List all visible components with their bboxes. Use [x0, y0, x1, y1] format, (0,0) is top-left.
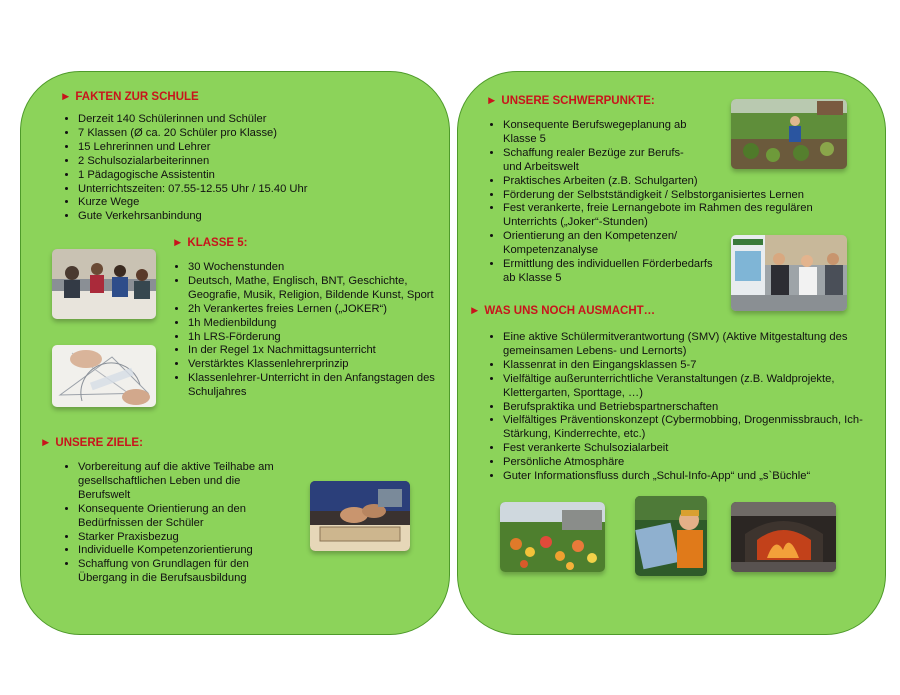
- list-item: • 1h Medienbildung: [188, 317, 450, 331]
- heading-fakten: ► FAKTEN ZUR SCHULE: [60, 91, 199, 103]
- ausmacht-list: [481, 331, 888, 484]
- list-item: • Gute Verkehrsanbindung: [78, 210, 378, 224]
- list-item: • Vorbereitung auf die aktive Teilhabe am gesellschaftlichen Leben und die Berufswelt: [78, 461, 294, 503]
- list-item: • Individuelle Kompetenzorientierung: [78, 544, 294, 558]
- list-item: • Verstärktes Klassenlehrerprinzip: [188, 358, 450, 372]
- list-item: • Eine aktive Schülermitverantwortung (SMV) (Aktive Mitgestaltung des gemeinsamen Lebens- und Lernorts): [503, 331, 888, 359]
- heading-ausmacht: ► WAS UNS NOCH AUSMACHT…: [469, 305, 656, 317]
- photo-wood-oven: [731, 502, 836, 572]
- list-item: • Förderung der Selbstständigkeit / Selbstorganisiertes Lernen: [503, 189, 868, 203]
- photo-geometry-drawing: [52, 345, 156, 407]
- photo-school-garden: [731, 99, 847, 169]
- list-item: • 1 Pädagogische Assistentin: [78, 169, 378, 183]
- list-item: • Vielfältiges Präventionskonzept (Cybermobbing, Drogenmissbrauch, Ich-Stärkung, Kinderrechte, etc.): [503, 414, 888, 442]
- triangle-marker-icon: ►: [469, 305, 481, 317]
- list-item: • Persönliche Atmosphäre: [503, 456, 888, 470]
- list-item: • Derzeit 140 Schülerinnen und Schüler: [78, 113, 378, 127]
- list-item: • Konsequente Berufswegeplanung ab Klasse 5: [503, 119, 699, 147]
- list-item: • 2h Verankertes freies Lernen („JOKER“): [188, 303, 450, 317]
- list-item: • Ermittlung des individuellen Förderbedarfs ab Klasse 5: [503, 258, 728, 286]
- photo-student-map: [635, 496, 707, 576]
- heading-ziele: ► UNSERE ZIELE:: [40, 437, 143, 449]
- list-item: • 2 Schulsozialarbeiterinnen: [78, 155, 378, 169]
- photo-career-fair: [731, 235, 847, 311]
- fakten-list: [56, 113, 378, 224]
- list-item: • Fest verankerte, freie Lernangebote im Rahmen des regulären Unterrichts („Joker“-Stunden): [503, 202, 868, 230]
- triangle-marker-icon: ►: [40, 437, 52, 449]
- photo-craft-work: [310, 481, 410, 551]
- triangle-marker-icon: ►: [486, 95, 498, 107]
- list-item: • Klassenrat in den Eingangsklassen 5-7: [503, 359, 888, 373]
- list-item: • Konsequente Orientierung an den Bedürfnissen der Schüler: [78, 503, 294, 531]
- list-item: • Guter Informationsfluss durch „Schul-Info-App“ und „s`Büchle“: [503, 470, 888, 484]
- list-item: • Fest verankerte Schulsozialarbeit: [503, 442, 888, 456]
- list-item: • 7 Klassen (Ø ca. 20 Schüler pro Klasse): [78, 127, 378, 141]
- list-item: • Orientierung an den Kompetenzen/ Kompetenzanalyse: [503, 230, 728, 258]
- list-item: • In der Regel 1x Nachmittagsunterricht: [188, 344, 450, 358]
- list-item: • 30 Wochenstunden: [188, 261, 450, 275]
- ziele-list: [56, 461, 294, 586]
- list-item: • 15 Lehrerinnen und Lehrer: [78, 141, 378, 155]
- photo-flower-garden: [500, 502, 605, 572]
- triangle-marker-icon: ►: [172, 237, 184, 249]
- list-item: • 1h LRS-Förderung: [188, 331, 450, 345]
- list-item: • Schaffung von Grundlagen für den Übergang in die Berufsausbildung: [78, 558, 294, 586]
- photo-classroom: [52, 249, 156, 319]
- list-item: • Starker Praxisbezug: [78, 531, 294, 545]
- list-item: • Berufspraktika und Betriebspartnerschaften: [503, 401, 888, 415]
- klasse5-list: [166, 261, 450, 400]
- heading-schwerpunkte: ► UNSERE SCHWERPUNKTE:: [486, 95, 655, 107]
- list-item: • Kurze Wege: [78, 196, 378, 210]
- list-item: • Deutsch, Mathe, Englisch, BNT, Geschichte, Geografie, Musik, Religion, Bildende Kunst, Sport: [188, 275, 450, 303]
- list-item: • Klassenlehrer-Unterricht in den Anfangstagen des Schuljahres: [188, 372, 450, 400]
- list-item: • Praktisches Arbeiten (z.B. Schulgarten): [503, 175, 868, 189]
- triangle-marker-icon: ►: [60, 91, 72, 103]
- list-item: • Schaffung realer Bezüge zur Berufs- und Arbeitswelt: [503, 147, 699, 175]
- heading-klasse5: ► KLASSE 5:: [172, 237, 248, 249]
- list-item: • Unterrichtszeiten: 07.55-12.55 Uhr / 15.40 Uhr: [78, 183, 378, 197]
- list-item: • Vielfältige außerunterrichtliche Veranstaltungen (z.B. Waldprojekte, Klettergarten, Sporttage, …): [503, 373, 888, 401]
